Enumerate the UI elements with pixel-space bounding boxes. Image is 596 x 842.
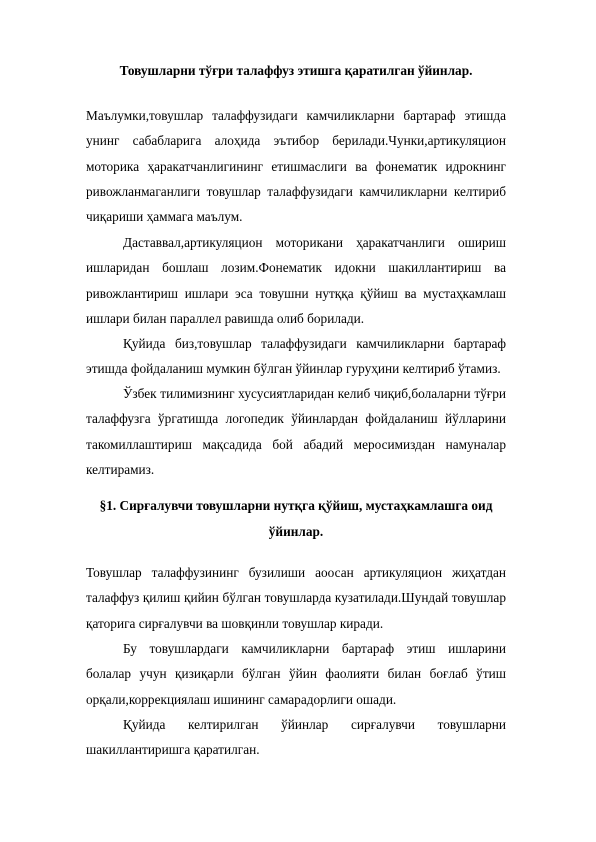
paragraph-section-1: Товушлар талаффузининг бузилиши аоосан артикуляцион жиҳатдан талаффуз қилиш қийин бўлган товушларда кузатилади.Шундай товушлар қаторига сирғалувчи ва шовқинли товушлар киради. — [86, 565, 506, 631]
paragraph-intro-4: Ўзбек тилимизнинг хусусиятларидан келиб чиқиб,болаларни тўғри талаффузга ўргатишда логопедик ўйинлардан фойдаланиш йўлларини такомиллаштириш мақсадида бой абадий меросимиздан намуналар келтирамиз. — [86, 386, 506, 477]
paragraph-section-2: Бу товушлардаги камчиликларни бартараф этиш ишларини болалар учун қизиқарли бўлган ўйин фаолияти билан боғлаб ўтиш орқали,коррекциялаш ишининг самарадорлиги ошади. — [86, 641, 506, 707]
paragraph-intro-2: Даставвал,артикуляцион моторикани ҳаракатчанлиги ошириш ишларидан бошлаш лозим.Фонематик идокни шакиллантириш ва ривожлантириш ишлари эса товушни нутққа қўйиш ва мустаҳкамлаш ишлари билан параллел равишда олиб борилади. — [86, 235, 506, 326]
document-title: Товушларни тўғри талаффуз этишга қаратилган ўйинлар. — [119, 63, 473, 78]
section-heading: §1. Сирғалувчи товушларни нутқга қўйиш, мустаҳкамлашга оид ўйинлар. — [99, 498, 493, 539]
paragraph-intro-1: Маълумки,товушлар талаффузидаги камчиликларни бартараф этишда унинг сабабларига алоҳида эътибор берилади.Чунки,артикуляцион моторика ҳаракатчанлигининг етишмаслиги ва фонематик идрокнинг ривожланмаганлиги товушлар талаффузидаги камчиликларни келтириб чиқариши ҳаммага маълум. — [86, 108, 506, 225]
paragraph-section-3: Қуйида келтирилган ўйинлар сирғалувчи товушларни шакиллантиришга қаратилган. — [86, 717, 506, 758]
paragraph-intro-3: Қуйида биз,товушлар талаффузидаги камчиликларни бартараф этишда фойдаланиш мумкин бўлган ўйинлар гуруҳини келтириб ўтамиз. — [86, 336, 506, 377]
